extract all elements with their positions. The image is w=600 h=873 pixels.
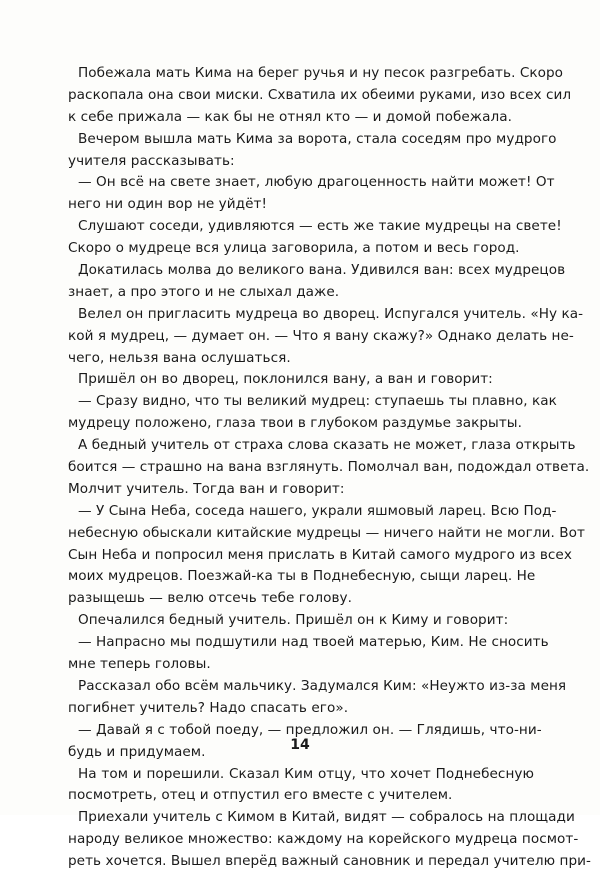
text-line: знает, а про этого и не слыхал даже. (68, 283, 340, 300)
text-line: — Давай я с тобой поеду, — предложил он. — Глядишь, что-ни- (78, 721, 542, 738)
text-line: Рассказал обо всём мальчику. Задумался Ким: «Неужто из-за меня (78, 677, 567, 694)
text-line: раскопала она свои миски. Схватила их обеими руками, изо всех сил (68, 86, 572, 103)
text-line: Опечалился бедный учитель. Пришёл он к Киму и говорит: (78, 612, 509, 629)
text-line: Вечером вышла мать Кима за ворота, стала соседям про мудрого (78, 130, 557, 147)
text-line: Побежала мать Кима на берег ручья и ну песок разгребать. Скоро (78, 65, 564, 81)
page-number: 14 (290, 737, 310, 753)
text-line: посмотреть, отец и отпустил его вместе с учителем. (68, 787, 453, 804)
text-line: Молчит учитель. Тогда ван и говорит: (68, 480, 345, 497)
text-line: — Сразу видно, что ты великий мудрец: ступаешь ты плавно, как (78, 393, 557, 410)
text-line: разыщешь — велю отсечь тебе голову. (68, 590, 352, 607)
text-line: чего, нельзя вана ослушаться. (68, 349, 291, 366)
text-line: погибнет учитель? Надо спасать его». (68, 699, 349, 716)
text-line: небесную обыскали китайские мудрецы — ничего найти не могли. Вот (68, 524, 585, 541)
text-line: к себе прижала — как бы не отнял кто — и домой побежала. (68, 108, 512, 125)
text-line: мудрецу положено, глаза твои в глубоком раздумье закрыты. (68, 415, 522, 432)
text-line: Пришёл он во дворец, поклонился вану, а ван и говорит: (78, 371, 493, 388)
text-line: мне теперь головы. (68, 656, 211, 673)
text-line: будь и придумаем. (68, 743, 206, 760)
text-line: моих мудрецов. Поезжай-ка ты в Поднебесную, сыщи ларец. Не (68, 568, 536, 585)
text-line: — Он всё на свете знает, любую драгоценность найти может! От (78, 174, 555, 191)
text-line: Слушают соседи, удивляются — есть же такие мудрецы на свете! (78, 218, 562, 235)
text-line: Велел он пригласить мудреца во дворец. Испугался учитель. «Ну ка- (78, 305, 584, 322)
text-line: Скоро о мудреце вся улица заговорила, а потом и весь город. (68, 240, 520, 257)
text-line: — У Сына Неба, соседа нашего, украли яшмовый ларец. Всю Под- (78, 502, 557, 519)
text-line: боится — страшно на вана взглянуть. Помолчал ван, подождал ответа. (68, 459, 590, 476)
text-line: Сын Неба и попросил меня прислать в Китай самого мудрого из всех (68, 546, 572, 563)
text-line: народу великое множество: каждому на корейского мудреца посмот- (68, 831, 579, 848)
text-line: Докатилась молва до великого вана. Удивился ван: всех мудрецов (78, 262, 566, 279)
text-line: — Напрасно мы подшутили над твоей матерью, Ким. Не сносить (78, 634, 549, 651)
text-line: Приехали учитель с Кимом в Китай, видят — собралось на площади (78, 809, 575, 826)
text-line: учителя рассказывать: (68, 152, 235, 169)
text-line: На том и порешили. Сказал Ким отцу, что хочет Поднебесную (78, 765, 534, 782)
text-line: него ни один вор не уйдёт! (68, 196, 267, 213)
text-line: кой я мудрец, — думает он. — Что я вану скажу?» Однако делать не- (68, 327, 574, 344)
text-line: реть хочется. Вышел вперёд важный сановник и передал учителю при- (68, 853, 591, 870)
text-line: А бедный учитель от страха слова сказать не может, глаза открыть (78, 437, 576, 454)
